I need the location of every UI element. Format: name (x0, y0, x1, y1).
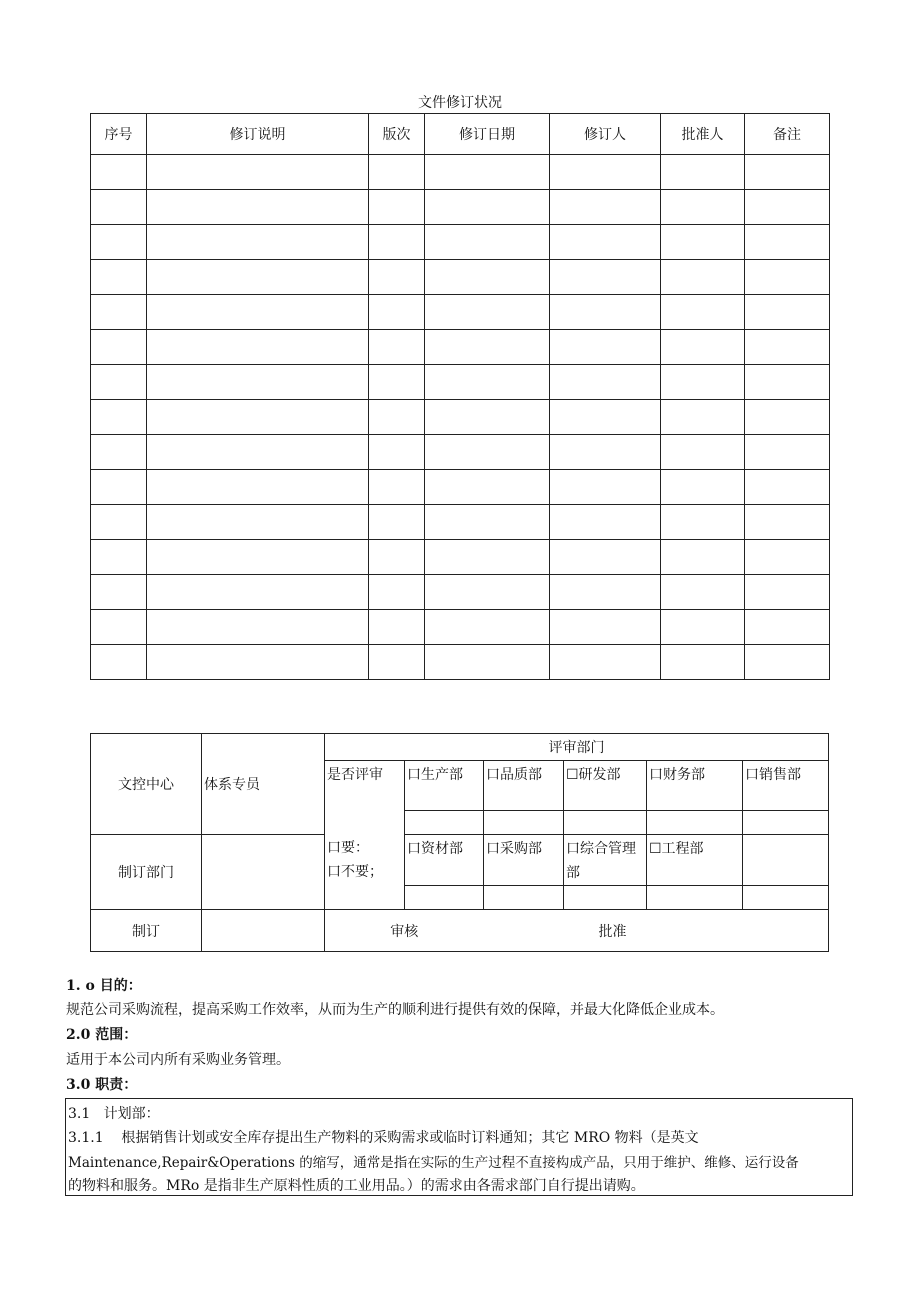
doc-center-label: 文控中心 (91, 734, 202, 835)
revision-cell (745, 365, 830, 400)
revision-cell (425, 330, 550, 365)
dept-sales[interactable]: 口销售部 (743, 761, 829, 811)
revision-cell (147, 505, 369, 540)
revision-row (91, 295, 830, 330)
dept-production[interactable]: 口生产部 (405, 761, 484, 811)
revision-cell (745, 225, 830, 260)
revision-cell (745, 260, 830, 295)
approve-label: 批准 (484, 910, 829, 952)
dept-finance[interactable]: 口财务部 (647, 761, 743, 811)
revision-row (91, 470, 830, 505)
revision-cell (369, 330, 425, 365)
revision-cell (550, 330, 661, 365)
revision-cell (147, 295, 369, 330)
revision-cell (91, 645, 147, 680)
section-3-1-box (65, 1098, 853, 1196)
revision-cell (661, 435, 745, 470)
revision-cell (369, 400, 425, 435)
dept-general-management[interactable]: 口综合管理部 (564, 835, 647, 886)
drafting-dept-label: 制订部门 (91, 835, 202, 910)
revision-cell (550, 155, 661, 190)
revision-cell (661, 295, 745, 330)
revision-cell (147, 470, 369, 505)
review-label: 审核 (325, 910, 484, 952)
revision-row (91, 190, 830, 225)
section-3-1-1-line3: 的物料和服务。MRo 是指非生产原料性质的工业用品。）的需求由各需求部门自行提出请购。 (68, 1178, 645, 1194)
revision-cell (369, 155, 425, 190)
col-remarks: 备注 (745, 114, 830, 155)
revision-cell (91, 575, 147, 610)
col-description: 修订说明 (147, 114, 369, 155)
revision-cell (91, 470, 147, 505)
revision-cell (369, 295, 425, 330)
revision-cell (147, 400, 369, 435)
review-no-option[interactable]: 口不要； (327, 863, 383, 880)
revision-cell (745, 645, 830, 680)
revision-cell (661, 190, 745, 225)
empty-cell (647, 886, 743, 910)
revision-cell (745, 505, 830, 540)
revision-cell (369, 190, 425, 225)
revision-cell (425, 400, 550, 435)
revision-cell (661, 470, 745, 505)
revision-row (91, 575, 830, 610)
review-depts-title: 评审部门 (325, 734, 829, 761)
revision-cell (661, 645, 745, 680)
revision-cell (661, 225, 745, 260)
revision-row (91, 400, 830, 435)
revision-cell (661, 330, 745, 365)
revision-cell (91, 155, 147, 190)
revision-cell (425, 645, 550, 680)
revision-cell (369, 645, 425, 680)
empty-cell (743, 886, 829, 910)
col-date: 修订日期 (425, 114, 550, 155)
dept-materials[interactable]: 口资材部 (405, 835, 484, 886)
revision-cell (91, 435, 147, 470)
revision-row (91, 155, 830, 190)
revision-cell (91, 365, 147, 400)
revision-cell (369, 470, 425, 505)
revision-cell (425, 295, 550, 330)
revision-cell (425, 540, 550, 575)
revision-cell (369, 575, 425, 610)
section-2-body: 适用于本公司内所有采购业务管理。 (66, 1052, 290, 1068)
section-3-1-1-line2: Maintenance,Repair&Operations 的缩写，通常是指在实际的生产过程不直接构成产品，只用于维护、维修、运行设备 (68, 1155, 799, 1171)
revision-cell (745, 155, 830, 190)
revision-cell (369, 610, 425, 645)
col-reviser: 修订人 (550, 114, 661, 155)
system-staff: 体系专员 (202, 734, 325, 835)
revision-cell (550, 400, 661, 435)
empty-cell (484, 811, 564, 835)
revision-row (91, 260, 830, 295)
revision-cell (745, 330, 830, 365)
revision-row (91, 540, 830, 575)
section-3-heading: 3.0 职责： (66, 1077, 138, 1093)
section-1-heading: 1. o 目的： (66, 978, 142, 994)
revision-cell (369, 365, 425, 400)
revision-cell (91, 505, 147, 540)
review-question: 是否评审 (325, 761, 405, 811)
revision-cell (745, 540, 830, 575)
revision-cell (550, 505, 661, 540)
revision-cell (147, 610, 369, 645)
revision-cell (147, 365, 369, 400)
revision-header-row (91, 114, 830, 155)
empty-cell (647, 811, 743, 835)
revision-cell (91, 190, 147, 225)
revision-cell (661, 610, 745, 645)
dept-engineering[interactable]: ☐工程部 (647, 835, 743, 886)
revision-row (91, 505, 830, 540)
revision-row (91, 225, 830, 260)
review-choice (325, 811, 405, 910)
revision-cell (745, 610, 830, 645)
revision-cell (369, 540, 425, 575)
section-3-1-1-line1: 3.1.1 根据销售计划或安全库存提出生产物料的采购需求或临时订料通知；其它 MRO 物料（是英文 (68, 1130, 699, 1146)
col-version: 版次 (369, 114, 425, 155)
revision-cell (91, 295, 147, 330)
revision-cell (91, 400, 147, 435)
empty-cell (564, 886, 647, 910)
revision-row (91, 610, 830, 645)
section-1-body: 规范公司采购流程，提高采购工作效率，从而为生产的顺利进行提供有效的保障，并最大化降低企业成本。 (66, 1002, 724, 1018)
revision-cell (425, 470, 550, 505)
draft-signature (202, 910, 325, 952)
revision-cell (147, 645, 369, 680)
empty-cell (405, 811, 484, 835)
revision-cell (745, 190, 830, 225)
revision-cell (661, 505, 745, 540)
revision-cell (425, 610, 550, 645)
revision-cell (661, 400, 745, 435)
revision-cell (745, 470, 830, 505)
revision-cell (425, 260, 550, 295)
section-3-1-heading: 3.1 计划部： (68, 1106, 160, 1122)
drafting-dept-value (202, 835, 325, 910)
revision-cell (745, 435, 830, 470)
revision-cell (91, 330, 147, 365)
revision-row (91, 365, 830, 400)
revision-cell (369, 435, 425, 470)
revision-cell (147, 190, 369, 225)
empty-cell (405, 886, 484, 910)
revision-cell (369, 260, 425, 295)
revision-cell (147, 435, 369, 470)
revision-cell (550, 540, 661, 575)
revision-cell (91, 225, 147, 260)
revision-cell (550, 260, 661, 295)
revision-row (91, 645, 830, 680)
revision-cell (661, 540, 745, 575)
revision-row (91, 330, 830, 365)
revision-cell (550, 225, 661, 260)
revision-cell (745, 575, 830, 610)
revision-cell (425, 155, 550, 190)
revision-cell (369, 225, 425, 260)
revision-cell (147, 260, 369, 295)
review-yes-option[interactable]: 口要： (327, 839, 369, 856)
revision-cell (425, 505, 550, 540)
revision-cell (661, 575, 745, 610)
empty-cell (743, 811, 829, 835)
revision-cell (745, 400, 830, 435)
revision-cell (550, 365, 661, 400)
revision-cell (425, 435, 550, 470)
revision-cell (147, 540, 369, 575)
revision-cell (425, 190, 550, 225)
revision-cell (91, 260, 147, 295)
revision-cell (369, 505, 425, 540)
revision-cell (550, 295, 661, 330)
revision-cell (550, 575, 661, 610)
revision-cell (147, 575, 369, 610)
dept-purchasing[interactable]: 口采购部 (484, 835, 564, 886)
revision-row (91, 435, 830, 470)
empty-cell (484, 886, 564, 910)
revision-cell (661, 155, 745, 190)
revision-cell (147, 330, 369, 365)
revision-cell (91, 610, 147, 645)
revision-cell (745, 295, 830, 330)
revision-cell (425, 225, 550, 260)
revision-table-title: 文件修订状况 (418, 95, 502, 111)
revision-cell (91, 540, 147, 575)
empty-cell (564, 811, 647, 835)
col-seq: 序号 (91, 114, 147, 155)
revision-cell (425, 575, 550, 610)
revision-cell (550, 435, 661, 470)
section-2-heading: 2.0 范围： (66, 1027, 138, 1043)
revision-cell (661, 260, 745, 295)
draft-label: 制订 (91, 910, 202, 952)
revision-cell (550, 470, 661, 505)
revision-cell (147, 225, 369, 260)
empty-cell (743, 835, 829, 886)
revision-cell (550, 610, 661, 645)
revision-table (90, 113, 830, 680)
dept-quality[interactable]: 口品质部 (484, 761, 564, 811)
dept-rnd[interactable]: ☐研发部 (564, 761, 647, 811)
revision-cell (661, 365, 745, 400)
approval-table (90, 733, 829, 952)
revision-cell (147, 155, 369, 190)
col-approver: 批准人 (661, 114, 745, 155)
revision-cell (550, 645, 661, 680)
revision-cell (425, 365, 550, 400)
revision-cell (550, 190, 661, 225)
